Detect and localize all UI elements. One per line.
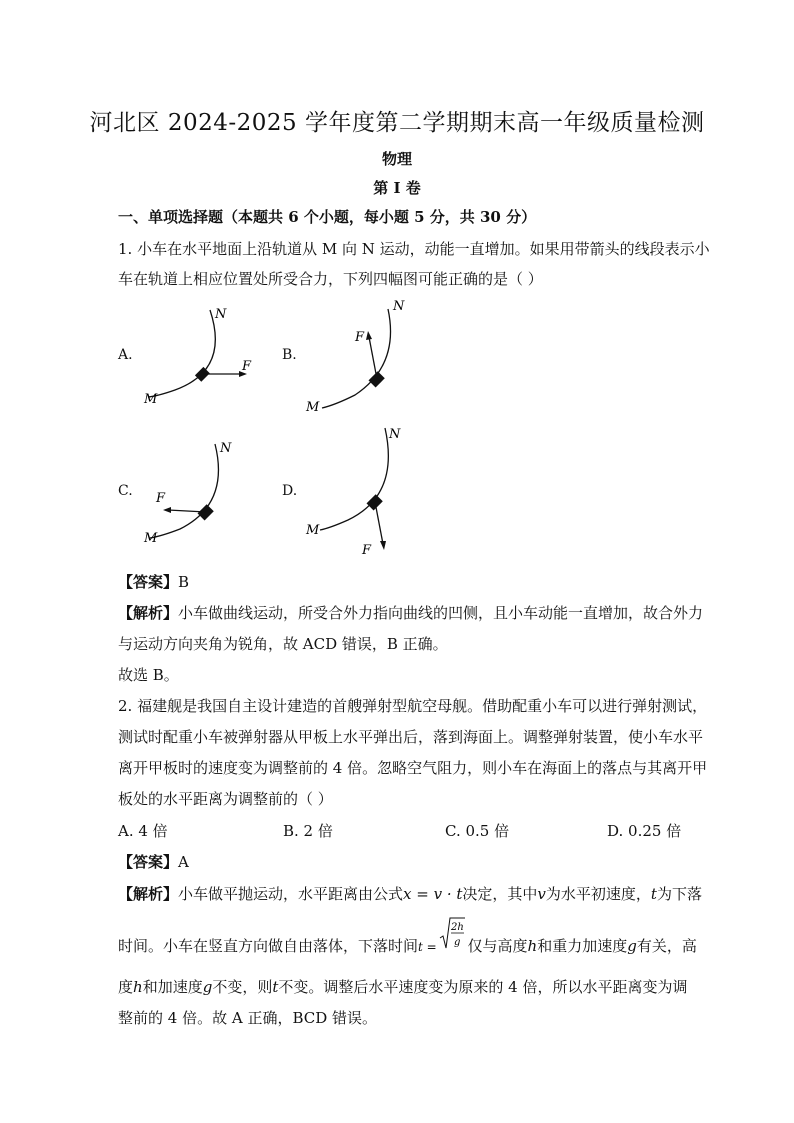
- option-b-label: B.: [282, 347, 297, 363]
- volume-heading: 第 I 卷: [373, 179, 421, 197]
- option-d-diagram: [300, 420, 440, 560]
- analysis-text: 为水平初速度，: [545, 885, 651, 903]
- analysis-text: 小车做曲线运动，所受合外力指向曲线的凹侧，且小车动能一直增加，故合外力: [178, 604, 704, 622]
- analysis-tag: 【解析】: [118, 885, 179, 903]
- page-title: 河北区 2024-2025 学年度第二学期期末高一年级质量检测: [89, 110, 705, 136]
- q1-analysis-line2: 与运动方向夹角为锐角，故 ACD 错误，B 正确。: [118, 635, 448, 653]
- analysis-text: 决定，其中: [462, 885, 538, 903]
- answer-value: B: [178, 573, 190, 591]
- option-c-label: C.: [118, 483, 133, 499]
- option-c-diagram: [130, 432, 270, 547]
- q2-stem-line4: 板处的水平距离为调整前的（ ）: [118, 790, 333, 808]
- q2-analysis-line3: [118, 976, 687, 997]
- option-c-m-label: M: [144, 531, 158, 546]
- answer-value: A: [178, 853, 189, 871]
- q2-stem-line2: 测试时配重小车被弹射器从甲板上水平弹出后，落到海面上。调整弹射装置，使小车水平: [118, 728, 704, 746]
- q2-analysis-line1: [118, 883, 702, 904]
- analysis-text: 不变。调整后水平速度变为原来的 4 倍，所以水平距离变为调: [278, 978, 688, 996]
- symbol-g: g: [627, 937, 637, 955]
- option-d-f-label: F: [362, 543, 372, 558]
- q1-stem-line1: 1. 小车在水平地面上沿轨道从 M 向 N 运动，动能一直增加。如果用带箭头的线段表示小: [118, 240, 710, 258]
- q2-stem-line1: 2. 福建舰是我国自主设计建造的首艘弹射型航空母舰。借助配重小车可以进行弹射测试，: [118, 697, 708, 715]
- option-a-f-label: F: [242, 359, 252, 374]
- analysis-text: 为下落: [656, 885, 702, 903]
- option-c-n-label: N: [220, 441, 232, 456]
- analysis-text: 不变，则: [212, 978, 273, 996]
- option-b-n-label: N: [393, 299, 405, 314]
- sqrt-formula: [442, 922, 468, 964]
- analysis-text: 小车做平抛运动，水平距离由公式: [178, 885, 404, 903]
- analysis-text: 度: [118, 978, 134, 996]
- q2-analysis-line2: [118, 922, 697, 964]
- section-heading: 一、单项选择题（本题共 6 个小题，每小题 5 分，共 30 分）: [118, 208, 537, 226]
- analysis-text: 和加速度: [142, 978, 203, 996]
- analysis-text: 时间。小车在竖直方向做自由落体，下落时间: [118, 937, 419, 955]
- answer-tag: 【答案】: [118, 573, 179, 591]
- symbol-t: t: [650, 885, 657, 903]
- symbol-v: v: [537, 885, 546, 903]
- option-d-label: D.: [282, 483, 298, 499]
- choice-d: D. 0.25 倍: [607, 822, 682, 840]
- choice-c: C. 0.5 倍: [445, 822, 510, 840]
- symbol-g: g: [202, 978, 213, 996]
- analysis-text: 仅与高度: [467, 937, 528, 955]
- option-c-f-label: F: [156, 491, 166, 506]
- formula-t: t =: [418, 940, 437, 954]
- answer-tag: 【答案】: [118, 853, 179, 871]
- option-b-f-label: F: [355, 330, 365, 345]
- q2-answer: [118, 851, 189, 872]
- option-d-m-label: M: [306, 523, 320, 538]
- choice-a: A. 4 倍: [118, 822, 168, 840]
- symbol-h: h: [527, 937, 538, 955]
- q1-stem-line2: 车在轨道上相应位置处所受合力，下列四幅图可能正确的是（ ）: [118, 270, 543, 288]
- subject-heading: 物理: [381, 150, 412, 168]
- q1-conclusion: 故选 B。: [118, 666, 179, 684]
- sqrt-numerator: 2h: [450, 922, 464, 933]
- analysis-text: 有关，高: [636, 937, 697, 955]
- analysis-tag: 【解析】: [118, 604, 179, 622]
- formula: x = v · t: [403, 885, 463, 903]
- option-d-n-label: N: [389, 427, 401, 442]
- q1-analysis-line1: [118, 602, 703, 623]
- symbol-t: t: [272, 978, 279, 996]
- option-b-diagram: [300, 295, 440, 420]
- option-b-m-label: M: [306, 400, 320, 415]
- option-a-n-label: N: [215, 307, 227, 322]
- q2-stem-line3: 离开甲板时的速度变为调整前的 4 倍。忽略空气阻力，则小车在海面上的落点与其离开甲: [118, 759, 708, 777]
- symbol-h: h: [133, 978, 143, 996]
- choice-b: B. 2 倍: [283, 822, 333, 840]
- analysis-text: 和重力加速度: [537, 937, 628, 955]
- q1-answer: [118, 571, 189, 592]
- option-a-m-label: M: [144, 392, 158, 407]
- q2-analysis-line4: 整前的 4 倍。故 A 正确，BCD 错误。: [118, 1009, 378, 1027]
- option-a-diagram: [130, 300, 270, 410]
- option-a-label: A.: [118, 347, 133, 363]
- sqrt-denominator: g: [453, 937, 460, 948]
